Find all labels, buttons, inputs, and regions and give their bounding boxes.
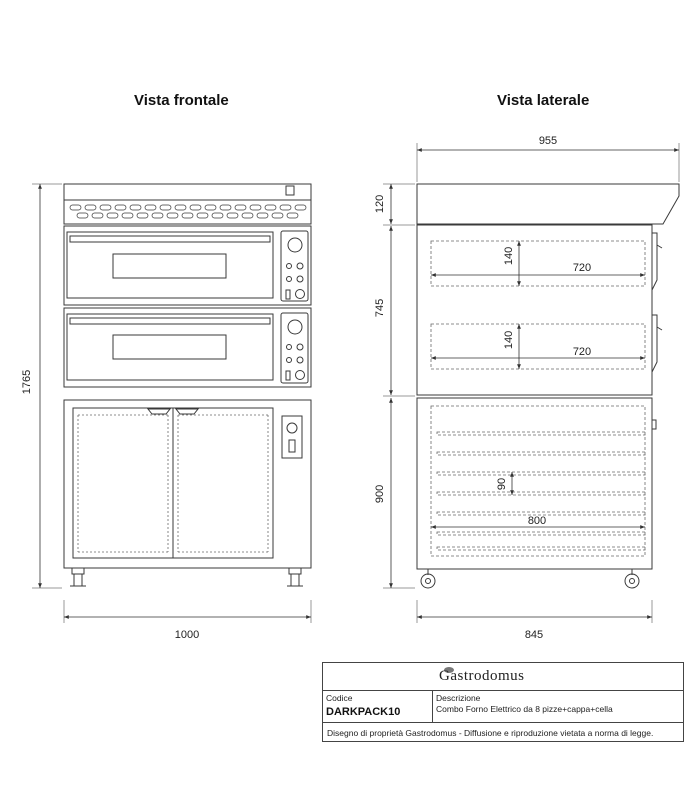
hood-vent-slots	[70, 205, 306, 218]
side-dimensions	[383, 143, 679, 623]
title-block-footer: Disegno di proprietà Gastrodomus - Diffusione e riproduzione vietata a norma di legge.	[327, 728, 654, 738]
front-feet	[70, 568, 303, 586]
dim-front-width: 1000	[174, 629, 200, 641]
front-upper-oven	[64, 226, 311, 305]
dim-side-depth: 845	[524, 629, 544, 641]
side-oven-block	[417, 225, 662, 395]
title-block-brand-row	[323, 663, 683, 691]
side-view-title: Vista laterale	[497, 92, 590, 109]
dim-chamber1-height: 140	[503, 246, 515, 266]
title-block	[322, 662, 684, 742]
side-hood	[417, 184, 679, 224]
side-shelves	[437, 432, 645, 550]
dim-ovens-height: 745	[374, 298, 386, 318]
side-oven-chambers	[431, 241, 645, 369]
side-cabinet	[417, 398, 656, 569]
front-view	[64, 184, 311, 586]
dim-hood-height: 120	[374, 194, 386, 214]
lower-oven-control-panel	[281, 313, 308, 383]
code-label: Codice	[326, 693, 353, 703]
brand-name: Gastrodomus	[439, 668, 525, 684]
upper-oven-control-panel	[281, 231, 308, 301]
dim-side-top-width: 955	[538, 135, 558, 147]
description-value: Combo Forno Elettrico da 8 pizze+cappa+cella	[436, 704, 613, 714]
title-block-info-row	[323, 691, 683, 723]
dim-chamber1-depth: 720	[572, 262, 592, 274]
side-wheels	[421, 569, 639, 588]
cabinet-control-panel	[282, 416, 302, 458]
front-view-title: Vista frontale	[134, 92, 229, 109]
dim-chamber2-height: 140	[503, 330, 515, 350]
front-hood	[64, 184, 311, 224]
front-lower-oven	[64, 308, 311, 387]
dim-chamber2-depth: 720	[572, 346, 592, 358]
dim-cabinet-height: 900	[374, 484, 386, 504]
dim-shelf-spacing: 90	[496, 477, 508, 491]
title-block-code-cell	[323, 691, 433, 722]
dim-front-height: 1765	[21, 369, 33, 395]
front-dimensions	[32, 184, 311, 623]
code-value: DARKPACK10	[326, 706, 401, 718]
dim-shelf-depth: 800	[527, 515, 547, 527]
front-cabinet	[64, 400, 311, 568]
description-label: Descrizione	[436, 693, 481, 703]
